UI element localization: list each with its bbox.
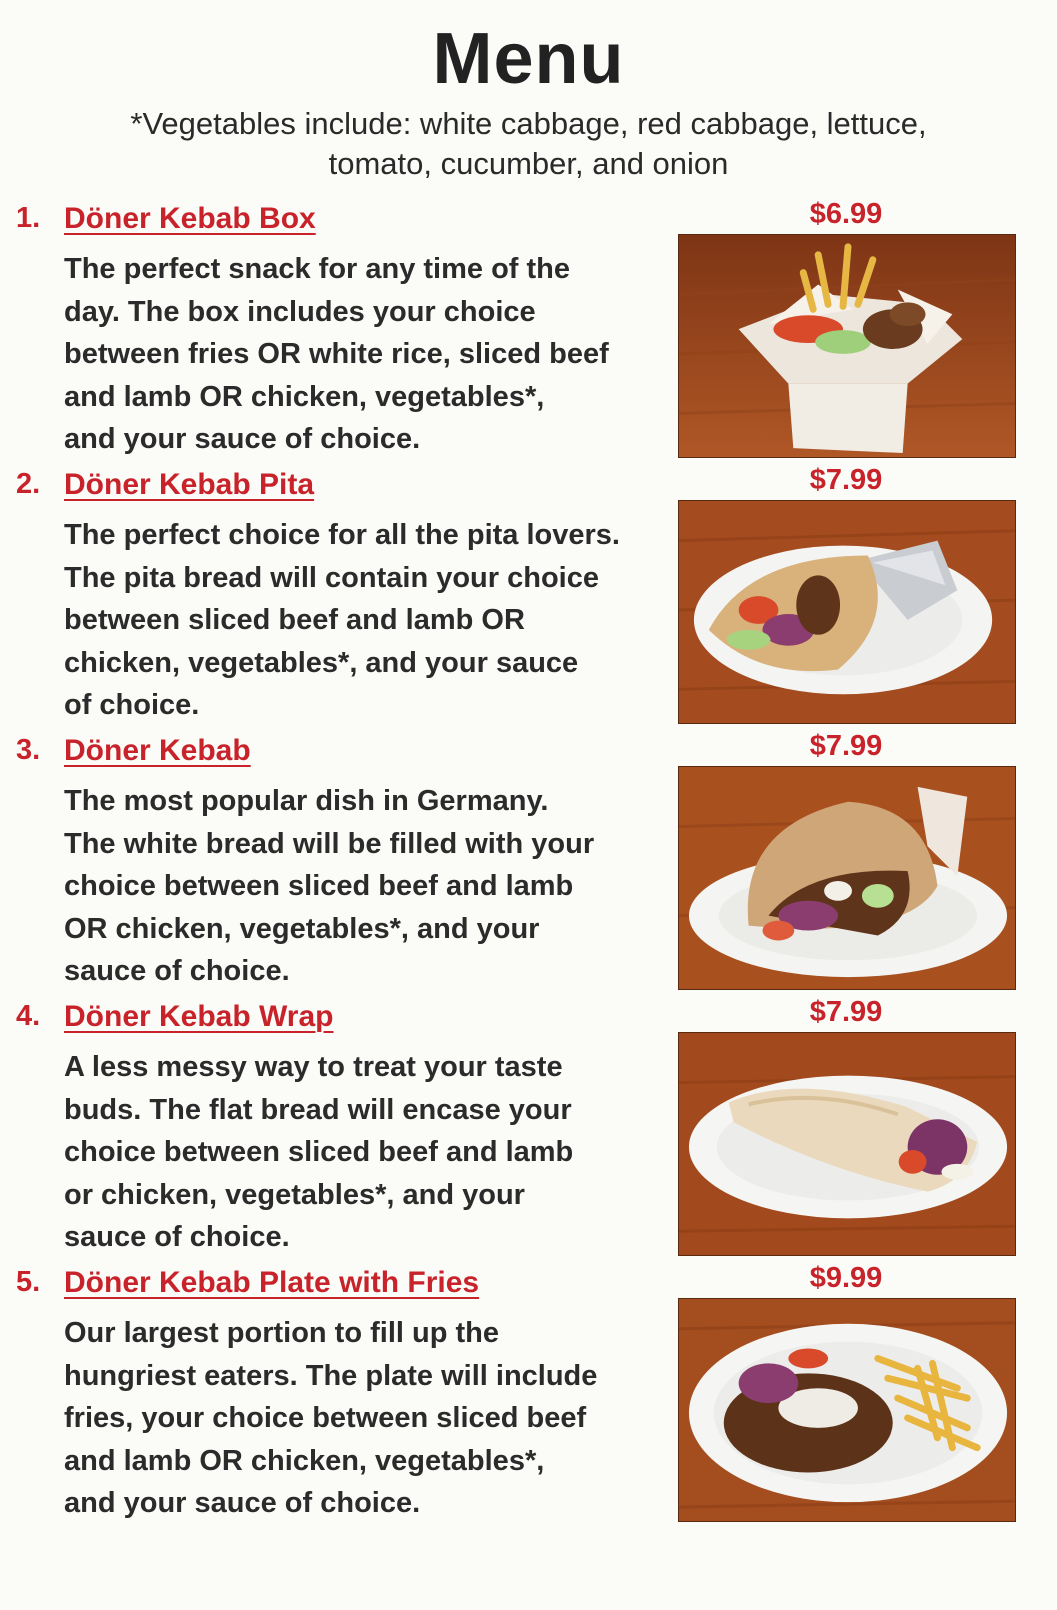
description-line: buds. The flat bread will encase your	[64, 1093, 572, 1126]
description-line: day. The box includes your choice	[64, 295, 536, 328]
description-line: chicken, vegetables*, and your sauce	[64, 646, 579, 679]
description-line: and your sauce of choice.	[64, 1487, 421, 1519]
menu-item-doner-kebab-wrap	[0, 998, 1057, 1258]
description-line: fries, your choice between sliced beef	[64, 1402, 587, 1434]
description-line: and lamb OR chicken, vegetables*,	[64, 1444, 545, 1477]
item-price: $7.99	[809, 996, 883, 1028]
description-line: The pita bread will contain your choice	[64, 561, 599, 594]
vegetables-note-line-2: tomato, cucumber, and onion	[328, 146, 729, 181]
menu-item-doner-kebab-plate-with-fries	[0, 1264, 1057, 1524]
description-line: choice between sliced beef and lamb	[64, 1136, 574, 1168]
item-photo-box	[678, 234, 1016, 458]
item-number: 1.	[16, 202, 41, 234]
description-line: and lamb OR chicken, vegetables*,	[64, 380, 545, 413]
item-number: 3.	[16, 734, 41, 766]
item-number: 2.	[16, 468, 41, 500]
item-price: $7.99	[809, 464, 883, 496]
item-price: $7.99	[809, 730, 883, 762]
vegetables-note-line-1: *Vegetables include: white cabbage, red cabbage, lettuce,	[130, 106, 927, 141]
description-line: The perfect snack for any time of the	[64, 253, 571, 285]
menu-item-doner-kebab	[0, 732, 1057, 992]
description-line: sauce of choice.	[64, 955, 290, 987]
item-price: $9.99	[809, 1262, 883, 1294]
description-line: The most popular dish in Germany.	[64, 785, 549, 817]
item-photo-pita	[678, 500, 1016, 724]
description-line: The perfect choice for all the pita lovers.	[64, 519, 620, 551]
item-description	[64, 1046, 664, 1259]
item-name: Döner Kebab Box	[64, 202, 316, 235]
menu-title: Menu	[432, 19, 625, 99]
item-photo-doner-kebab	[678, 766, 1016, 990]
item-description	[64, 514, 664, 727]
description-line: The white bread will be filled with your	[64, 827, 595, 860]
menu-item-doner-kebab-pita	[0, 466, 1057, 726]
item-number: 4.	[16, 1000, 41, 1032]
item-name: Döner Kebab Pita	[64, 468, 315, 501]
description-line: sauce of choice.	[64, 1221, 290, 1253]
description-line: choice between sliced beef and lamb	[64, 870, 574, 902]
item-description	[64, 1312, 664, 1525]
item-number: 5.	[16, 1266, 41, 1298]
description-line: of choice.	[64, 689, 200, 721]
item-photo-plate-with-fries	[678, 1298, 1016, 1522]
item-name: Döner Kebab	[64, 734, 251, 767]
item-description	[64, 248, 664, 461]
menu-item-doner-kebab-box	[0, 200, 1057, 460]
description-line: OR chicken, vegetables*, and your	[64, 912, 540, 945]
description-line: hungriest eaters. The plate will include	[64, 1359, 598, 1392]
item-price: $6.99	[809, 198, 883, 230]
description-line: and your sauce of choice.	[64, 423, 421, 455]
description-line: between fries OR white rice, sliced beef	[64, 338, 609, 370]
description-line: Our largest portion to fill up the	[64, 1317, 499, 1349]
item-photo-wrap	[678, 1032, 1016, 1256]
description-line: between sliced beef and lamb OR	[64, 604, 525, 636]
item-description	[64, 780, 664, 993]
description-line: A less messy way to treat your taste	[64, 1051, 563, 1083]
description-line: or chicken, vegetables*, and your	[64, 1178, 525, 1211]
vegetables-note	[0, 104, 1057, 184]
item-name: Döner Kebab Wrap	[64, 1000, 334, 1033]
item-name: Döner Kebab Plate with Fries	[64, 1266, 480, 1299]
